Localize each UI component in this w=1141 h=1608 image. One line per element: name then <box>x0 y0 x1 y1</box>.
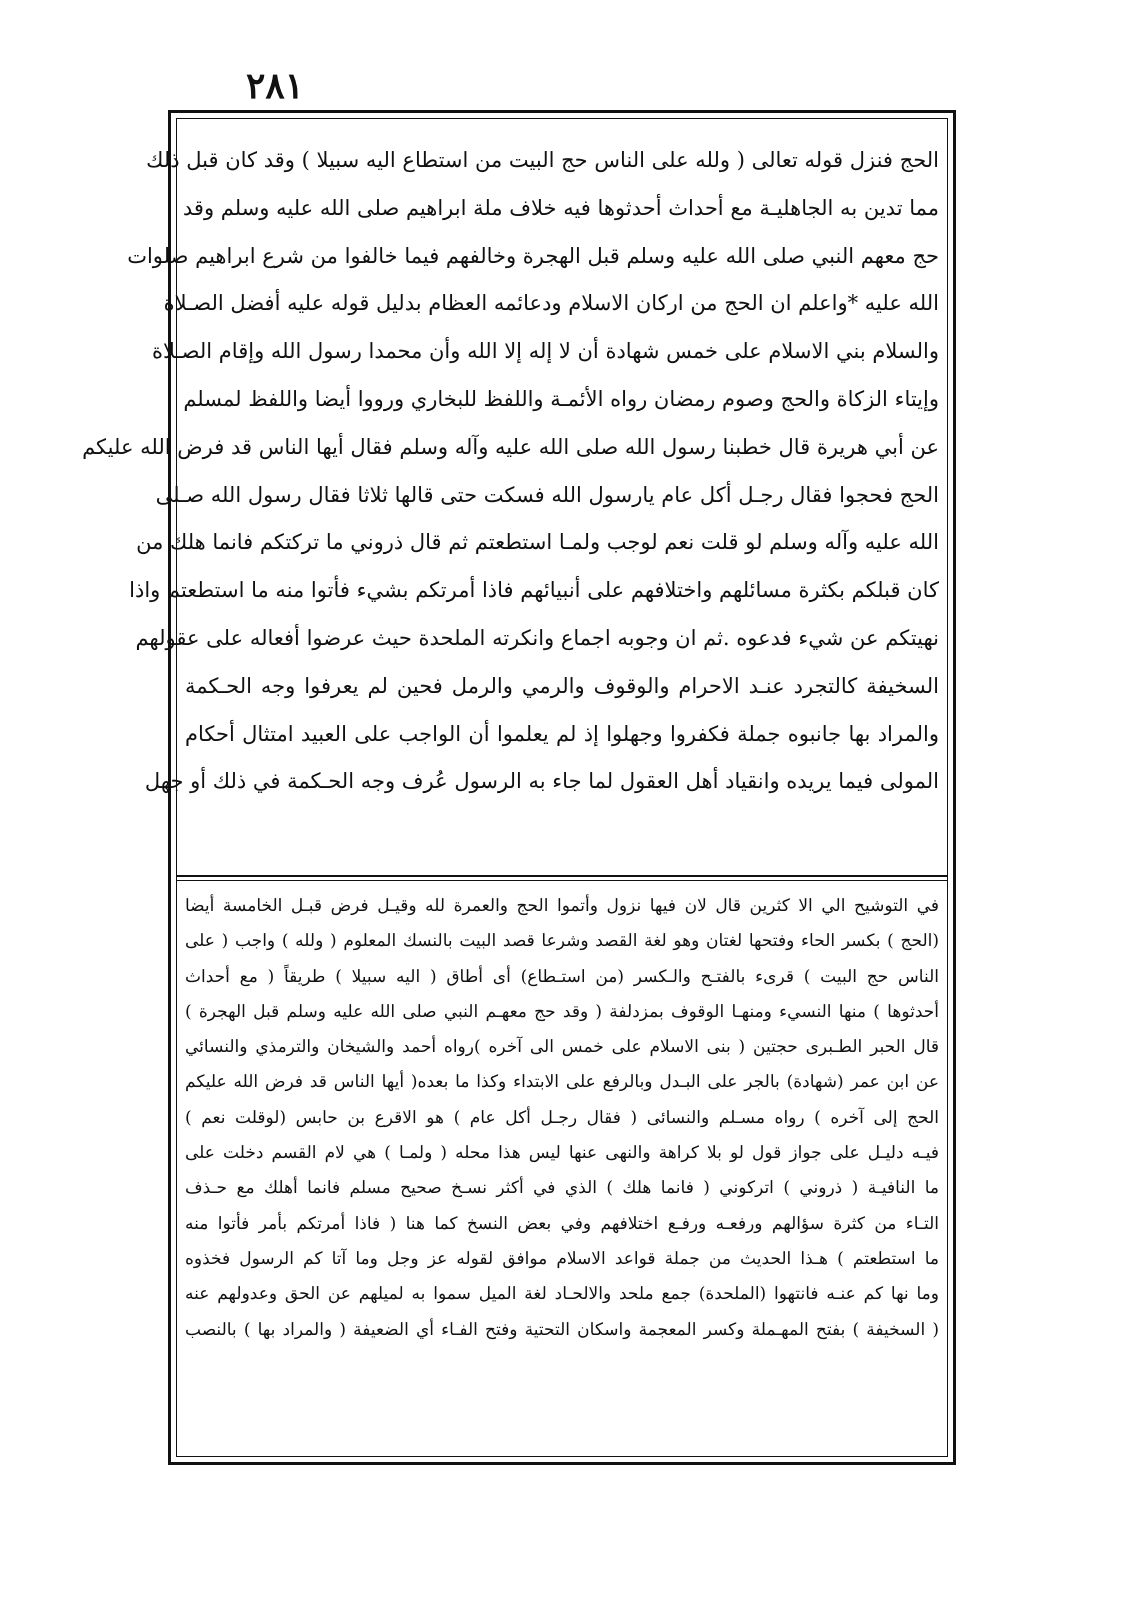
commentary-separator <box>177 875 947 877</box>
main-text-line: الحج فنزل قوله تعالى ( ولله على الناس حج البيت من استطاع اليه سبيلا ) وقد كان قبل ذلك <box>146 148 939 172</box>
main-text-line: والمراد بها جانبوه جملة فكفروا وجهلوا إذ لم يعلموا أن الواجب على العبيد امتثال أحكام <box>185 721 939 746</box>
main-text-line: نهيتكم عن شيء فدعوه .ثم ان وجوبه اجماع وانكرته الملحدة حيث عرضوا أفعاله على عقولهم <box>135 625 939 650</box>
page-frame <box>82 110 956 1465</box>
commentary-line: ( السخيفة ) بفتح المهـملة وكسر المعجمة واسكان التحتية وفتح الفـاء أي الضعيفة ( والمراد بها ) بالنصب <box>185 1319 939 1340</box>
commentary-line: أحدثوها ) منها النسيء ومنهـا الوقوف بمزدلفة ( وقد حج معهـم النبي صلى الله عليه وسلم قبل الهجرة ) <box>185 1001 939 1022</box>
main-text-line: والسلام بني الاسلام على خمس شهادة أن لا إله إلا الله وأن محمدا رسول الله وإقام الصـلاة <box>152 339 939 364</box>
commentary-line: وما نها كم عنـه فانتهوا (الملحدة) جمع ملحد والالحـاد لغة الميل سموا به لميلهم عن الحق وعدولهم عنه <box>185 1284 939 1305</box>
commentary-block <box>185 889 939 1449</box>
commentary-line: فيـه دليـل على جواز قول لو بلا كراهة والنهى عنها ليس هذا محله ( ولمـا ) هي لام القسم دخلت على <box>185 1143 939 1164</box>
main-text-line: مما تدين به الجاهليـة مع أحداث أحدثوها فيه خلاف ملة ابراهيم صلى الله عليه وسلم وقد <box>182 195 939 220</box>
commentary-line: قال الحبر الطـبرى حجتين ( بنى الاسلام على خمس الى آخره )رواه أحمد والشيخان والترمذي والنسائي <box>185 1037 939 1058</box>
commentary-line: ما استطعتم ) هـذا الحديث من جملة قواعد الاسلام موافق لقوله عز وجل وما آتا كم الرسول فخذوه <box>185 1248 939 1269</box>
main-text-line: المولى فيما يريده وانقياد أهل العقول لما جاء به الرسول عُرف وجه الحـكمة في ذلك أو جهل <box>144 769 939 794</box>
commentary-line: الحج إلى آخره ) رواه مسـلم والنسائى ( فقال رجـل أكل عام ) هو الاقرع بن حابس (لوقلت نعم ) <box>185 1107 939 1128</box>
main-text-line: الحج فحجوا فقال رجـل أكل عام يارسول الله فسكت حتى قالها ثلاثا فقال رسول الله صـلى <box>155 482 939 507</box>
commentary-line: ما النافيـة ( ذروني ) اتركوني ( فانما هلك ) الذي في أكثر نسـخ صحيح مسلم فانما أهلك مع حـذف <box>185 1178 939 1199</box>
commentary-line: التـاء من كثرة سؤالهم ورفعـه ورفـع اختلافهم وفي بعض النسخ كما هنا ( فاذا أمرتكم بأمر فأتوا منه <box>185 1213 939 1234</box>
main-text-line: السخيفة كالتجرد عنـد الاحرام والوقوف والرمي والرمل فحين لم يعرفوا وجه الحـكمة <box>185 673 939 698</box>
commentary-separator-thin <box>177 880 947 881</box>
commentary-line: (الحج ) بكسر الحاء وفتحها لغتان وهو لغة القصد وشرعا قصد البيت بالنسك المعلوم ( ولله ) واجب ( على <box>185 931 939 952</box>
main-text-line: وإيتاء الزكاة والحج وصوم رمضان رواه الأئمـة واللفظ للبخاري ورووا أيضا واللفظ لمسلم <box>183 386 939 411</box>
page-number: ٢٨١ <box>245 65 304 107</box>
main-text-line: الله عليه *واعلم ان الحج من اركان الاسلام ودعائمه العظام بدليل قوله عليه أفضل الصـلاة <box>163 291 939 316</box>
commentary-line: الناس حج البيت ) قرىء بالفتـح والـكسر (من استـطاع) أى أطاق ( اليه سبيلا ) طريقاً ( مع أحداث <box>185 966 939 987</box>
commentary-line: في التوشيح الي الا كثرين قال لان فيها نزول وأتموا الحج والعمرة لله وقيـل فرض قبـل الخامسة أيضا <box>185 896 939 916</box>
main-text-line: الله عليه وآله وسلم لو قلت نعم لوجب ولمـا استطعتم ثم قال ذروني ما تركتكم فانما هلك من <box>136 530 939 555</box>
main-text-block <box>82 137 939 997</box>
main-text-line: عن أبي هريرة قال خطبنا رسول الله صلى الله عليه وآله وسلم فقال أيها الناس قد فرض الله عليكم <box>82 434 939 459</box>
main-text-line: حج معهم النبي صلى الله عليه وسلم قبل الهجرة وخالفهم فيما خالفوا من شرع ابراهيم صلوات <box>127 243 939 268</box>
main-text-line: كان قبلكم بكثرة مسائلهم واختلافهم على أنبيائهم فاذا أمرتكم بشيء فأتوا منه ما استطعتم واذا <box>129 578 939 603</box>
commentary-line: عن ابن عمر (شهادة) بالجر على البـدل وبالرفع على الابتداء وكذا ما بعده( أيها الناس قد فرض الله عليكم <box>185 1072 939 1093</box>
